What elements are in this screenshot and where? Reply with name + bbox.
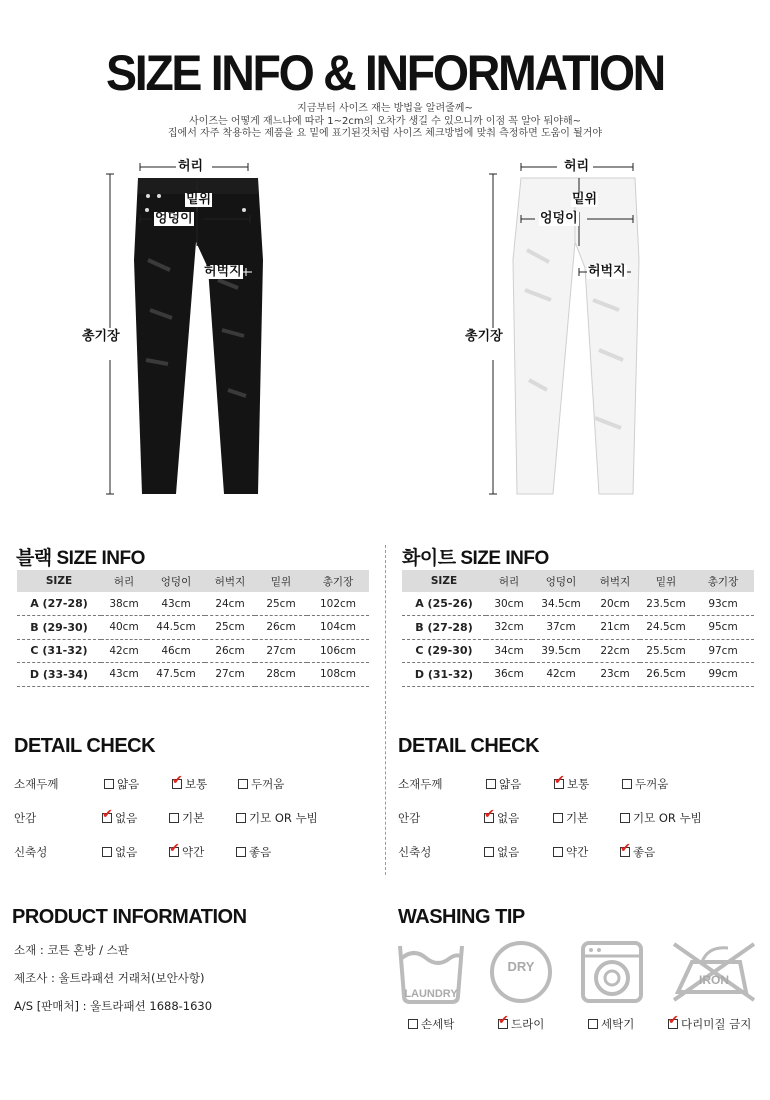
option-basic[interactable] [169, 810, 204, 826]
black-pants-panel [0, 150, 385, 510]
option-label: 다리미질 금지 [681, 1017, 752, 1031]
table-cell: 24cm [205, 592, 255, 616]
intro-text [0, 103, 770, 141]
column-header: 허리 [101, 570, 147, 592]
row-label: 소재두께 [398, 777, 443, 791]
option-label: 기모 OR 누빔 [249, 811, 318, 825]
white-pants-panel [385, 150, 770, 510]
table-cell: 43cm [147, 592, 205, 616]
column-header: 허리 [486, 570, 532, 592]
checkbox[interactable] [236, 813, 246, 823]
table-cell: 20cm [590, 592, 640, 616]
option-slight[interactable] [169, 844, 204, 860]
table-cell: 39.5cm [532, 639, 590, 663]
table-cell: 30cm [486, 592, 532, 616]
detail-row-stretch [398, 844, 768, 860]
option-label: 없음 [115, 811, 138, 825]
option-thin[interactable] [486, 776, 521, 792]
option-none[interactable] [102, 844, 137, 860]
row-label: 신축성 [398, 845, 432, 859]
table-row [402, 663, 754, 687]
table-cell: 25cm [255, 592, 307, 616]
checkbox[interactable] [484, 847, 494, 857]
checkbox[interactable] [236, 847, 246, 857]
black-size-heading: 블랙 SIZE INFO [16, 548, 145, 569]
product-material: 소재 : 코튼 혼방 / 스판 [14, 943, 129, 957]
laundry-icon-text: LAUNDRY [404, 988, 458, 1000]
checkbox[interactable] [553, 813, 563, 823]
column-header: 총기장 [307, 570, 369, 592]
table-cell: 22cm [590, 639, 640, 663]
table-cell: 106cm [307, 639, 369, 663]
table-cell: A (27-28) [17, 592, 101, 616]
table-cell: 21cm [590, 616, 640, 640]
table-cell: 27cm [205, 663, 255, 687]
product-as: A/S [판매처] : 울트라패션 1688-1630 [14, 999, 213, 1013]
option-label: 드라이 [511, 1017, 545, 1031]
row-label: 안감 [398, 811, 421, 825]
checkbox[interactable] [554, 779, 564, 789]
detail-row-lining [398, 810, 768, 826]
table-cell: 42cm [101, 639, 147, 663]
table-cell: 104cm [307, 616, 369, 640]
intro-line-1: 지금부터 사이즈 재는 방법을 알려줄께~ [297, 103, 473, 114]
dry-icon [489, 940, 553, 1004]
wash-option-hand[interactable] [408, 1016, 454, 1032]
detail-row-thickness [14, 776, 384, 792]
intro-line-2: 사이즈는 어떻게 재느냐에 따라 1~2cm의 오차가 생길 수 있으니까 이점 꼭 알아 둬야해~ [189, 115, 581, 127]
checkbox[interactable] [588, 1019, 598, 1029]
table-header-row [17, 570, 369, 592]
detail-row-lining [14, 810, 384, 826]
table-cell: 97cm [692, 639, 754, 663]
table-cell: 34.5cm [532, 592, 590, 616]
table-cell: 46cm [147, 639, 205, 663]
iron-forbidden-icon [668, 940, 760, 1004]
white-size-table [402, 570, 754, 687]
option-label: 없음 [115, 845, 138, 859]
table-header-row [402, 570, 754, 592]
iron-icon-text: IRON [699, 973, 729, 987]
table-cell: 23cm [590, 663, 640, 687]
option-label: 보통 [567, 777, 590, 791]
option-label: 약간 [182, 845, 205, 859]
option-slight[interactable] [553, 844, 588, 860]
length-label: 총기장 [82, 329, 120, 344]
column-header: 밑위 [255, 570, 307, 592]
option-fleece[interactable] [620, 810, 702, 826]
table-cell: 40cm [101, 616, 147, 640]
option-thick[interactable] [238, 776, 284, 792]
thigh-label: 허벅지 [204, 264, 242, 279]
wash-option-no-iron[interactable] [668, 1016, 751, 1032]
rise-label: 밑위 [186, 192, 212, 207]
table-row [402, 592, 754, 616]
option-none[interactable] [102, 810, 137, 826]
checkbox[interactable] [622, 779, 632, 789]
checkbox[interactable] [169, 813, 179, 823]
column-header: 허벅지 [205, 570, 255, 592]
washing-tip-title: WASHING TIP [398, 906, 525, 928]
column-header: 엉덩이 [147, 570, 205, 592]
table-cell: A (25-26) [402, 592, 486, 616]
table-cell: C (29-30) [402, 639, 486, 663]
hip-label: 엉덩이 [155, 211, 193, 226]
product-manufacturer: 제조사 : 울트라패션 거래처(보안사항) [14, 971, 205, 985]
table-row [17, 639, 369, 663]
table-cell: 27cm [255, 639, 307, 663]
detail-row-thickness [398, 776, 768, 792]
hip-label: 엉덩이 [540, 211, 578, 226]
table-row [17, 663, 369, 687]
length-label: 총기장 [465, 329, 503, 344]
option-label: 기모 OR 누빔 [633, 811, 702, 825]
option-none[interactable] [484, 810, 519, 826]
checkbox[interactable] [169, 847, 179, 857]
page-title: SIZE INFO & INFORMATION [106, 45, 664, 101]
checkbox[interactable] [104, 779, 114, 789]
checkbox[interactable] [238, 779, 248, 789]
table-cell: 25.5cm [640, 639, 692, 663]
thigh-label: 허벅지 [588, 264, 626, 279]
detail-row-stretch [14, 844, 384, 860]
table-cell: 47.5cm [147, 663, 205, 687]
table-cell: D (31-32) [402, 663, 486, 687]
table-row [17, 616, 369, 640]
table-cell: 32cm [486, 616, 532, 640]
option-label: 좋음 [249, 845, 272, 859]
detail-check-title: DETAIL CHECK [398, 735, 540, 757]
table-cell: 26cm [205, 639, 255, 663]
table-row [402, 639, 754, 663]
wash-option-machine[interactable] [588, 1016, 634, 1032]
intro-line-3: 집에서 자주 착용하는 제품을 요 밑에 표기된것처럼 사이즈 체크방법에 맞춰 측정하면 도움이 될거야 [167, 128, 603, 139]
waist-label: 허리 [564, 159, 590, 174]
table-cell: 28cm [255, 663, 307, 687]
table-cell: 38cm [101, 592, 147, 616]
option-label: 두꺼움 [635, 777, 669, 791]
option-thick[interactable] [622, 776, 668, 792]
option-normal[interactable] [172, 776, 207, 792]
column-header: 밑위 [640, 570, 692, 592]
table-cell: 23.5cm [640, 592, 692, 616]
option-label: 얇음 [117, 777, 140, 791]
table-cell: D (33-34) [17, 663, 101, 687]
table-cell: 25cm [205, 616, 255, 640]
checkbox[interactable] [484, 813, 494, 823]
checkbox[interactable] [620, 847, 630, 857]
column-divider [385, 545, 386, 875]
table-cell: 42cm [532, 663, 590, 687]
table-cell: 99cm [692, 663, 754, 687]
table-cell: 44.5cm [147, 616, 205, 640]
wash-option-dry[interactable] [498, 1016, 544, 1032]
checkbox[interactable] [172, 779, 182, 789]
option-label: 없음 [497, 811, 520, 825]
option-label: 좋음 [633, 845, 656, 859]
option-label: 기본 [566, 811, 589, 825]
row-label: 안감 [14, 811, 37, 825]
option-label: 보통 [185, 777, 208, 791]
checkbox[interactable] [486, 779, 496, 789]
option-basic[interactable] [553, 810, 588, 826]
table-cell: C (31-32) [17, 639, 101, 663]
table-row [17, 592, 369, 616]
checkbox[interactable] [553, 847, 563, 857]
checkbox[interactable] [102, 813, 112, 823]
option-good[interactable] [620, 844, 655, 860]
waist-label: 허리 [178, 159, 204, 174]
option-label: 없음 [497, 845, 520, 859]
table-cell: 26cm [255, 616, 307, 640]
column-header: SIZE [17, 570, 101, 592]
table-row [402, 616, 754, 640]
checkbox[interactable] [668, 1019, 678, 1029]
option-normal[interactable] [554, 776, 589, 792]
black-size-table [17, 570, 369, 687]
option-label: 기본 [182, 811, 205, 825]
option-label: 약간 [566, 845, 589, 859]
row-label: 신축성 [14, 845, 48, 859]
dry-icon-text: DRY [507, 959, 535, 974]
table-cell: 93cm [692, 592, 754, 616]
checkbox[interactable] [620, 813, 630, 823]
column-header: 엉덩이 [532, 570, 590, 592]
row-label: 소재두께 [14, 777, 59, 791]
column-header: 총기장 [692, 570, 754, 592]
option-thin[interactable] [104, 776, 139, 792]
option-label: 두꺼움 [251, 777, 285, 791]
option-good[interactable] [236, 844, 271, 860]
table-cell: 26.5cm [640, 663, 692, 687]
product-info-title: PRODUCT INFORMATION [12, 906, 247, 928]
option-none[interactable] [484, 844, 519, 860]
checkbox[interactable] [498, 1019, 508, 1029]
table-cell: B (27-28) [402, 616, 486, 640]
washing-machine-icon [580, 940, 644, 1004]
option-label: 손세탁 [421, 1017, 455, 1031]
white-size-heading: 화이트 SIZE INFO [402, 548, 549, 569]
rise-label: 밑위 [572, 192, 598, 207]
table-cell: 43cm [101, 663, 147, 687]
laundry-icon [396, 940, 466, 1004]
column-header: SIZE [402, 570, 486, 592]
table-cell: B (29-30) [17, 616, 101, 640]
table-cell: 34cm [486, 639, 532, 663]
column-header: 허벅지 [590, 570, 640, 592]
table-cell: 95cm [692, 616, 754, 640]
checkbox[interactable] [102, 847, 112, 857]
table-cell: 37cm [532, 616, 590, 640]
option-label: 세탁기 [601, 1017, 635, 1031]
option-fleece[interactable] [236, 810, 318, 826]
table-cell: 102cm [307, 592, 369, 616]
table-cell: 24.5cm [640, 616, 692, 640]
table-cell: 108cm [307, 663, 369, 687]
detail-check-title: DETAIL CHECK [14, 735, 156, 757]
table-cell: 36cm [486, 663, 532, 687]
checkbox[interactable] [408, 1019, 418, 1029]
option-label: 얇음 [499, 777, 522, 791]
